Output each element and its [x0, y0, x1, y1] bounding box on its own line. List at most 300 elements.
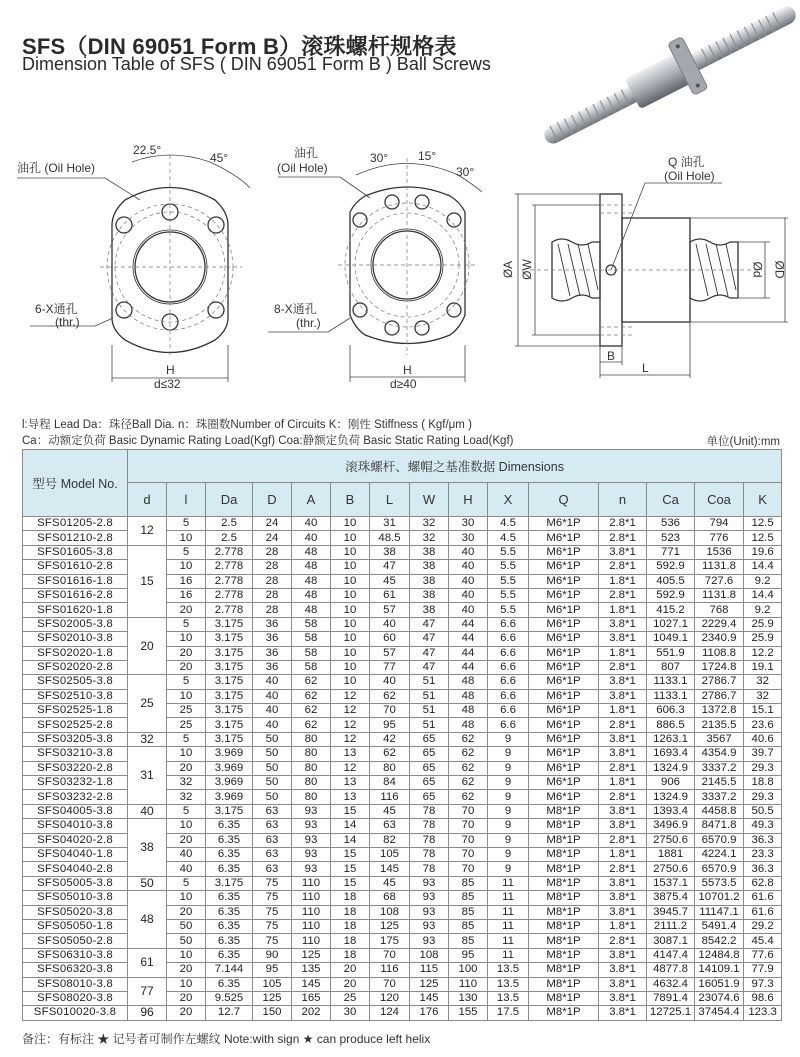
cell-coa: 3337.2 [695, 790, 744, 804]
cell-d: 24 [253, 531, 292, 545]
angle-label-22-5: 22.5° [133, 143, 162, 157]
cell-coa: 1372.8 [695, 704, 744, 718]
cell-ca: 1049.1 [647, 632, 695, 646]
cell-coa: 4458.8 [695, 804, 744, 818]
cell-x: 6.6 [488, 675, 529, 689]
cell-l: 82 [370, 833, 410, 847]
cell-coa: 1131.8 [695, 560, 744, 574]
cell-n: 3.8*1 [599, 1006, 647, 1020]
flange-diagram-small [0, 130, 260, 390]
cell-b: 10 [331, 675, 370, 689]
cell-b: 20 [331, 977, 370, 991]
cell-w: 51 [410, 704, 449, 718]
model-cell: SFS02505-3.8 [23, 675, 128, 689]
cell-x: 9 [488, 833, 529, 847]
through-holes-sub: (thr.) [55, 315, 80, 329]
cell-d: 75 [253, 919, 292, 933]
cell-ca: 523 [647, 531, 695, 545]
cell-ca: 606.3 [647, 704, 695, 718]
cell-q: M8*1P [529, 948, 599, 962]
cell-ca: 1324.9 [647, 761, 695, 775]
page-title: SFS（DIN 69051 Form B）滚珠螺杆规格表 [22, 34, 457, 59]
cell-x: 9 [488, 732, 529, 746]
cell-n: 2.8*1 [599, 934, 647, 948]
cell-a: 48 [292, 545, 331, 559]
cell-h: 110 [449, 977, 488, 991]
cell-h: 30 [449, 517, 488, 531]
cell-k: 40.6 [744, 732, 782, 746]
cell-b: 12 [331, 718, 370, 732]
cell-l: 5 [167, 876, 206, 890]
cell-b: 10 [331, 632, 370, 646]
cell-n: 3.8*1 [599, 675, 647, 689]
cell-a: 93 [292, 804, 331, 818]
cell-a: 110 [292, 876, 331, 890]
cell-l: 5 [167, 517, 206, 531]
cell-ca: 592.9 [647, 560, 695, 574]
cell-w: 47 [410, 617, 449, 631]
cell-x: 13.5 [488, 963, 529, 977]
cell-k: 32 [744, 689, 782, 703]
cell-h: 62 [449, 790, 488, 804]
cell-n: 1.8*1 [599, 574, 647, 588]
cell-w: 65 [410, 790, 449, 804]
cell-h: 62 [449, 747, 488, 761]
ball-screw-photo [540, 0, 800, 150]
cell-b: 18 [331, 905, 370, 919]
model-cell: SFS06310-3.8 [23, 948, 128, 962]
cell-n: 3.8*1 [599, 819, 647, 833]
column-header-k: K [744, 483, 782, 517]
table-row [23, 977, 782, 991]
cell-ca: 2750.6 [647, 833, 695, 847]
cell-w: 78 [410, 833, 449, 847]
cell-q: M6*1P [529, 718, 599, 732]
cell-k: 45.4 [744, 934, 782, 948]
cell-l: 116 [370, 790, 410, 804]
cell-k: 61.6 [744, 905, 782, 919]
cell-k: 97.3 [744, 977, 782, 991]
cell-w: 65 [410, 747, 449, 761]
cell-a: 40 [292, 517, 331, 531]
cell-x: 6.6 [488, 632, 529, 646]
cell-x: 11 [488, 948, 529, 962]
cell-l: 10 [167, 531, 206, 545]
cell-d: 28 [253, 545, 292, 559]
cell-n: 3.8*1 [599, 747, 647, 761]
cell-a: 110 [292, 934, 331, 948]
column-header-b: B [331, 483, 370, 517]
column-header-a: A [292, 483, 331, 517]
cell-ca: 592.9 [647, 588, 695, 602]
table-row [23, 804, 782, 818]
model-cell: SFS04010-3.8 [23, 819, 128, 833]
cell-l: 25 [167, 704, 206, 718]
table-row [23, 819, 782, 833]
cell-a: 165 [292, 991, 331, 1005]
cell-coa: 2135.5 [695, 718, 744, 732]
cell-d: 75 [253, 876, 292, 890]
cell-n: 3.8*1 [599, 977, 647, 991]
cell-n: 2.8*1 [599, 862, 647, 876]
cell-coa: 2229.4 [695, 617, 744, 631]
cell-q: M6*1P [529, 517, 599, 531]
model-cell: SFS02510-3.8 [23, 689, 128, 703]
cell-k: 49.3 [744, 819, 782, 833]
model-cell: SFS03220-2.8 [23, 761, 128, 775]
cell-da: 3.175 [206, 804, 253, 818]
cell-a: 62 [292, 718, 331, 732]
cell-k: 23.6 [744, 718, 782, 732]
cell-q: M6*1P [529, 603, 599, 617]
cell-coa: 10701.2 [695, 891, 744, 905]
cell-k: 12.5 [744, 531, 782, 545]
cell-n: 2.8*1 [599, 790, 647, 804]
cell-d: 95 [253, 963, 292, 977]
condition-label: d≥40 [390, 377, 417, 391]
cell-x: 13.5 [488, 991, 529, 1005]
cell-q: M6*1P [529, 574, 599, 588]
cell-coa: 8471.8 [695, 819, 744, 833]
cell-w: 78 [410, 862, 449, 876]
cell-ca: 1324.9 [647, 790, 695, 804]
cell-l: 45 [370, 574, 410, 588]
cell-k: 19.6 [744, 545, 782, 559]
cell-b: 12 [331, 704, 370, 718]
cell-ca: 7891.4 [647, 991, 695, 1005]
dimensions-group-header: 滚珠螺杆、螺帽之基准数据 Dimensions [128, 450, 782, 483]
table-row [23, 675, 782, 689]
cell-a: 135 [292, 963, 331, 977]
cell-da: 3.969 [206, 747, 253, 761]
column-header-d: d [128, 483, 167, 517]
shaft-diameter-cell: 77 [128, 977, 167, 1006]
cell-ca: 12725.1 [647, 1006, 695, 1020]
cell-k: 23.3 [744, 847, 782, 861]
cell-coa: 2786.7 [695, 689, 744, 703]
cell-n: 3.8*1 [599, 689, 647, 703]
cell-h: 70 [449, 862, 488, 876]
cell-coa: 11147.1 [695, 905, 744, 919]
cell-n: 3.8*1 [599, 948, 647, 962]
cell-b: 10 [331, 588, 370, 602]
cell-k: 19.1 [744, 660, 782, 674]
cell-l: 145 [370, 862, 410, 876]
cell-n: 1.8*1 [599, 704, 647, 718]
cell-w: 47 [410, 632, 449, 646]
cell-l: 10 [167, 632, 206, 646]
cell-coa: 1131.8 [695, 588, 744, 602]
cell-l: 10 [167, 689, 206, 703]
cell-h: 62 [449, 776, 488, 790]
cell-coa: 727.6 [695, 574, 744, 588]
cell-b: 10 [331, 545, 370, 559]
cell-n: 3.8*1 [599, 876, 647, 890]
column-header-q: Q [529, 483, 599, 517]
cell-a: 93 [292, 819, 331, 833]
cell-x: 11 [488, 891, 529, 905]
cell-q: M6*1P [529, 646, 599, 660]
cell-x: 5.5 [488, 603, 529, 617]
cell-n: 3.8*1 [599, 617, 647, 631]
cell-a: 110 [292, 919, 331, 933]
cell-b: 12 [331, 732, 370, 746]
cell-h: 30 [449, 531, 488, 545]
model-cell: SFS05050-1.8 [23, 919, 128, 933]
column-header-w: W [410, 483, 449, 517]
cell-k: 39.7 [744, 747, 782, 761]
cell-l: 10 [167, 747, 206, 761]
cell-coa: 16051.9 [695, 977, 744, 991]
cell-w: 93 [410, 891, 449, 905]
cell-coa: 12484.8 [695, 948, 744, 962]
spec-table [22, 449, 782, 1021]
cell-q: M8*1P [529, 905, 599, 919]
cell-l: 42 [370, 732, 410, 746]
shaft-diameter-cell: 61 [128, 948, 167, 977]
cell-b: 10 [331, 646, 370, 660]
cell-a: 202 [292, 1006, 331, 1020]
model-cell: SFS05010-3.8 [23, 891, 128, 905]
table-row [23, 747, 782, 761]
cell-x: 5.5 [488, 588, 529, 602]
column-header-n: n [599, 483, 647, 517]
cell-da: 3.175 [206, 617, 253, 631]
cell-k: 123.3 [744, 1006, 782, 1020]
cell-q: M8*1P [529, 919, 599, 933]
cell-x: 9 [488, 819, 529, 833]
cell-da: 2.778 [206, 545, 253, 559]
cell-ca: 4147.4 [647, 948, 695, 962]
cell-d: 36 [253, 617, 292, 631]
cell-k: 9.2 [744, 603, 782, 617]
cell-da: 6.35 [206, 847, 253, 861]
cell-b: 15 [331, 804, 370, 818]
cell-da: 6.35 [206, 862, 253, 876]
cell-a: 40 [292, 531, 331, 545]
cell-n: 3.8*1 [599, 963, 647, 977]
cell-l: 31 [370, 517, 410, 531]
cell-h: 62 [449, 732, 488, 746]
cell-l: 62 [370, 689, 410, 703]
cell-h: 85 [449, 905, 488, 919]
model-cell: SFS04040-1.8 [23, 847, 128, 861]
cell-x: 11 [488, 919, 529, 933]
cell-w: 93 [410, 919, 449, 933]
cell-q: M6*1P [529, 560, 599, 574]
cell-ca: 2750.6 [647, 862, 695, 876]
cell-l: 70 [370, 977, 410, 991]
cell-w: 93 [410, 934, 449, 948]
angle-label-30-left: 30° [370, 151, 389, 165]
cell-k: 29.2 [744, 919, 782, 933]
cell-l: 32 [167, 790, 206, 804]
shaft-diameter-cell: 40 [128, 804, 167, 818]
cell-ca: 4632.4 [647, 977, 695, 991]
cell-x: 6.6 [488, 718, 529, 732]
cell-ca: 3875.4 [647, 891, 695, 905]
cell-q: M6*1P [529, 617, 599, 631]
cell-x: 6.6 [488, 689, 529, 703]
cell-h: 40 [449, 588, 488, 602]
cell-h: 40 [449, 603, 488, 617]
cell-h: 95 [449, 948, 488, 962]
cell-q: M6*1P [529, 747, 599, 761]
cell-l: 60 [370, 632, 410, 646]
condition-label: d≤32 [154, 377, 181, 391]
cell-n: 2.8*1 [599, 517, 647, 531]
cell-x: 4.5 [488, 531, 529, 545]
cell-a: 48 [292, 588, 331, 602]
cell-da: 3.969 [206, 776, 253, 790]
cell-a: 93 [292, 862, 331, 876]
cell-da: 2.778 [206, 560, 253, 574]
cell-l: 57 [370, 646, 410, 660]
cell-coa: 6570.9 [695, 833, 744, 847]
cell-l: 10 [167, 819, 206, 833]
column-header-l: L [370, 483, 410, 517]
flange-diagram-large [260, 130, 490, 390]
cell-h: 62 [449, 761, 488, 775]
model-cell: SFS03232-1.8 [23, 776, 128, 790]
cell-h: 40 [449, 545, 488, 559]
cell-k: 32 [744, 675, 782, 689]
cell-b: 15 [331, 847, 370, 861]
cell-h: 48 [449, 689, 488, 703]
shaft-diameter-cell: 32 [128, 732, 167, 746]
cell-d: 28 [253, 574, 292, 588]
cell-x: 9 [488, 761, 529, 775]
model-cell: SFS03210-3.8 [23, 747, 128, 761]
cell-l: 20 [167, 761, 206, 775]
shaft-diameter-cell: 15 [128, 545, 167, 617]
cell-b: 25 [331, 991, 370, 1005]
cell-l: 80 [370, 761, 410, 775]
model-cell: SFS02020-2.8 [23, 660, 128, 674]
cell-q: M8*1P [529, 819, 599, 833]
cell-x: 5.5 [488, 574, 529, 588]
column-header-l: l [167, 483, 206, 517]
cell-x: 9 [488, 790, 529, 804]
cell-d: 75 [253, 891, 292, 905]
cell-ca: 3496.9 [647, 819, 695, 833]
table-row [23, 545, 782, 559]
cell-da: 6.35 [206, 891, 253, 905]
cell-q: M6*1P [529, 545, 599, 559]
model-cell: SFS08020-3.8 [23, 991, 128, 1005]
cell-l: 84 [370, 776, 410, 790]
model-cell: SFS010020-3.8 [23, 1006, 128, 1020]
cell-da: 2.778 [206, 603, 253, 617]
cell-a: 62 [292, 704, 331, 718]
cell-x: 11 [488, 905, 529, 919]
cell-h: 44 [449, 632, 488, 646]
cell-ca: 405.5 [647, 574, 695, 588]
shaft-diameter-cell: 31 [128, 747, 167, 805]
cell-coa: 1108.8 [695, 646, 744, 660]
cell-l: 68 [370, 891, 410, 905]
cell-q: M6*1P [529, 776, 599, 790]
cell-d: 50 [253, 776, 292, 790]
cell-k: 77.9 [744, 963, 782, 977]
dim-l-label: L [642, 361, 649, 375]
cell-w: 38 [410, 545, 449, 559]
cell-l: 48.5 [370, 531, 410, 545]
cell-da: 3.969 [206, 790, 253, 804]
cell-n: 2.8*1 [599, 660, 647, 674]
oil-hole-label-en: (Oil Hole) [277, 161, 328, 175]
cell-a: 80 [292, 732, 331, 746]
cell-l: 116 [370, 963, 410, 977]
cell-n: 1.8*1 [599, 847, 647, 861]
cell-w: 176 [410, 1006, 449, 1020]
dim-d-small-label: Ød [750, 261, 765, 278]
cell-da: 3.175 [206, 876, 253, 890]
cell-d: 40 [253, 718, 292, 732]
cell-ca: 1537.1 [647, 876, 695, 890]
cell-k: 25.9 [744, 617, 782, 631]
cell-k: 14.4 [744, 588, 782, 602]
cell-da: 3.175 [206, 675, 253, 689]
cell-l: 108 [370, 905, 410, 919]
cell-h: 40 [449, 574, 488, 588]
unit-label: 单位(Unit):mm [706, 436, 780, 448]
cell-d: 28 [253, 603, 292, 617]
cell-q: M8*1P [529, 833, 599, 847]
cell-b: 13 [331, 790, 370, 804]
cell-q: M8*1P [529, 977, 599, 991]
cell-k: 29.3 [744, 761, 782, 775]
cell-coa: 6570.9 [695, 862, 744, 876]
cell-x: 6.6 [488, 617, 529, 631]
cell-coa: 4354.9 [695, 747, 744, 761]
table-row [23, 891, 782, 905]
cell-q: M8*1P [529, 876, 599, 890]
model-cell: SFS05020-3.8 [23, 905, 128, 919]
cell-a: 80 [292, 761, 331, 775]
cell-coa: 2340.9 [695, 632, 744, 646]
cell-da: 3.175 [206, 732, 253, 746]
cell-h: 48 [449, 718, 488, 732]
angle-label-15: 15° [418, 149, 437, 163]
cell-l: 95 [370, 718, 410, 732]
cell-coa: 2145.5 [695, 776, 744, 790]
width-label-h: H [166, 363, 175, 377]
cell-w: 125 [410, 977, 449, 991]
cell-q: M6*1P [529, 660, 599, 674]
cell-l: 5 [167, 545, 206, 559]
cell-x: 9 [488, 747, 529, 761]
cell-l: 77 [370, 660, 410, 674]
cell-da: 6.35 [206, 934, 253, 948]
model-cell: SFS06320-3.8 [23, 963, 128, 977]
cell-x: 9 [488, 862, 529, 876]
cell-k: 14.4 [744, 560, 782, 574]
cell-coa: 5491.4 [695, 919, 744, 933]
cell-q: M8*1P [529, 891, 599, 905]
through-holes-sub: (thr.) [296, 316, 321, 330]
cell-ca: 771 [647, 545, 695, 559]
cell-d: 50 [253, 732, 292, 746]
cell-b: 13 [331, 747, 370, 761]
cell-d: 24 [253, 517, 292, 531]
cell-w: 32 [410, 531, 449, 545]
cell-b: 10 [331, 531, 370, 545]
cell-ca: 536 [647, 517, 695, 531]
cell-q: M8*1P [529, 991, 599, 1005]
cell-h: 155 [449, 1006, 488, 1020]
column-header-ca: Ca [647, 483, 695, 517]
